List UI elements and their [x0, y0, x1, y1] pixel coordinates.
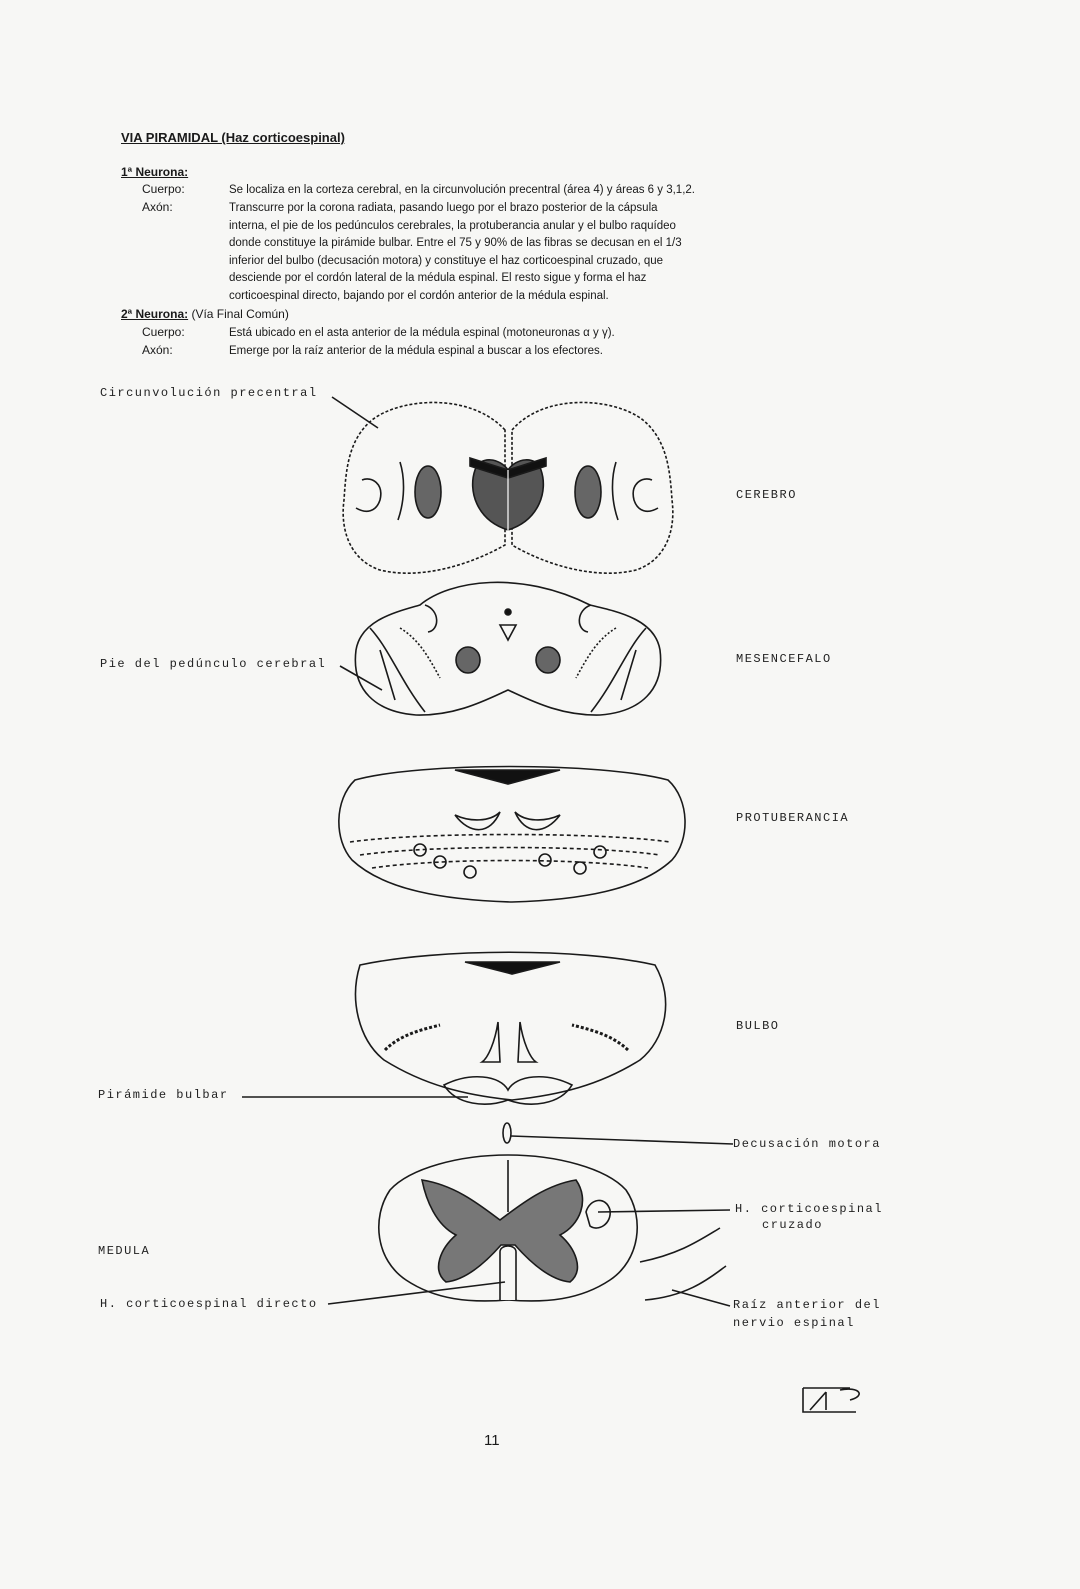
page-title: VIA PIRAMIDAL (Haz corticoespinal) — [121, 130, 345, 145]
label-mesencefalo: MESENCEFALO — [736, 652, 832, 666]
label-piramide: Pirámide bulbar — [98, 1088, 229, 1102]
label-cruzado-2: cruzado — [762, 1218, 823, 1232]
circunvolucion-pointer — [332, 397, 378, 428]
label-directo: H. corticoespinal directo — [100, 1297, 318, 1311]
label-raiz-2: nervio espinal — [733, 1316, 855, 1330]
label-protuberancia: PROTUBERANCIA — [736, 811, 850, 825]
axon-line: Transcurre por la corona radiata, pasando luego por el brazo posterior de la cápsula — [229, 202, 658, 214]
label-cruzado-1: H. corticoespinal — [735, 1202, 883, 1216]
neuron1-cuerpo-text: Se localiza en la corteza cerebral, en la circunvolución precentral (área 4) y áreas 6 y 3,1,2. — [229, 184, 695, 196]
page-number: 11 — [484, 1432, 500, 1449]
pons-section — [339, 767, 685, 903]
label-pie-pedunculo: Pie del pedúnculo cerebral — [100, 657, 327, 671]
neuron2-cuerpo-text: Está ubicado en el asta anterior de la médula espinal (motoneuronas α y γ). — [229, 327, 615, 339]
neuron1-heading: 1ª Neurona: — [121, 165, 189, 179]
axon-line: interna, el pie de los pedúnculos cerebrales, la protuberancia anular y el bulbo raquídeo — [229, 219, 676, 232]
label-circunvolucion: Circunvolución precentral — [100, 386, 318, 400]
spinal-cord-section — [379, 1155, 726, 1301]
neuron2-heading: 2ª Neurona: (Vía Final Común) — [121, 307, 289, 321]
signature-mark — [803, 1388, 859, 1412]
midbrain-section — [355, 582, 660, 715]
label-cerebro: CEREBRO — [736, 488, 797, 502]
neuron2-axon-text: Emerge por la raíz anterior de la médula espinal a buscar a los efectores. — [229, 345, 603, 357]
raiz-pointer — [672, 1290, 730, 1306]
neuron1-axon-label: Axón: — [142, 200, 173, 214]
decusacion-pointer — [511, 1136, 733, 1144]
label-bulbo: BULBO — [736, 1019, 780, 1033]
axon-line: inferior del bulbo (decusación motora) y constituye el haz corticoespinal cruzado, que — [229, 254, 664, 267]
brain-section — [343, 402, 673, 573]
decussation-oval — [503, 1123, 511, 1143]
label-medula: MEDULA — [98, 1244, 151, 1258]
axon-line: desciende por el cordón lateral de la médula espinal. El resto sigue y forma el haz — [229, 272, 647, 285]
medulla-oblongata-section — [356, 952, 666, 1104]
cruzado-pointer — [598, 1210, 730, 1212]
axon-line: corticoespinal directo, bajando por el cordón anterior de la médula espinal. — [229, 289, 609, 302]
neuron2-cuerpo-label: Cuerpo: — [142, 325, 185, 339]
neuron2-note: (Vía Final Común) — [191, 307, 289, 321]
neuron2-axon-label: Axón: — [142, 343, 173, 357]
label-decusacion: Decusación motora — [733, 1137, 881, 1151]
axon-line: donde constituye la pirámide bulbar. Entre el 75 y 90% de las fibras se decusan en el 1/3 — [229, 237, 682, 250]
label-raiz-1: Raíz anterior del — [733, 1298, 881, 1312]
neuron1-cuerpo-label: Cuerpo: — [142, 182, 185, 196]
